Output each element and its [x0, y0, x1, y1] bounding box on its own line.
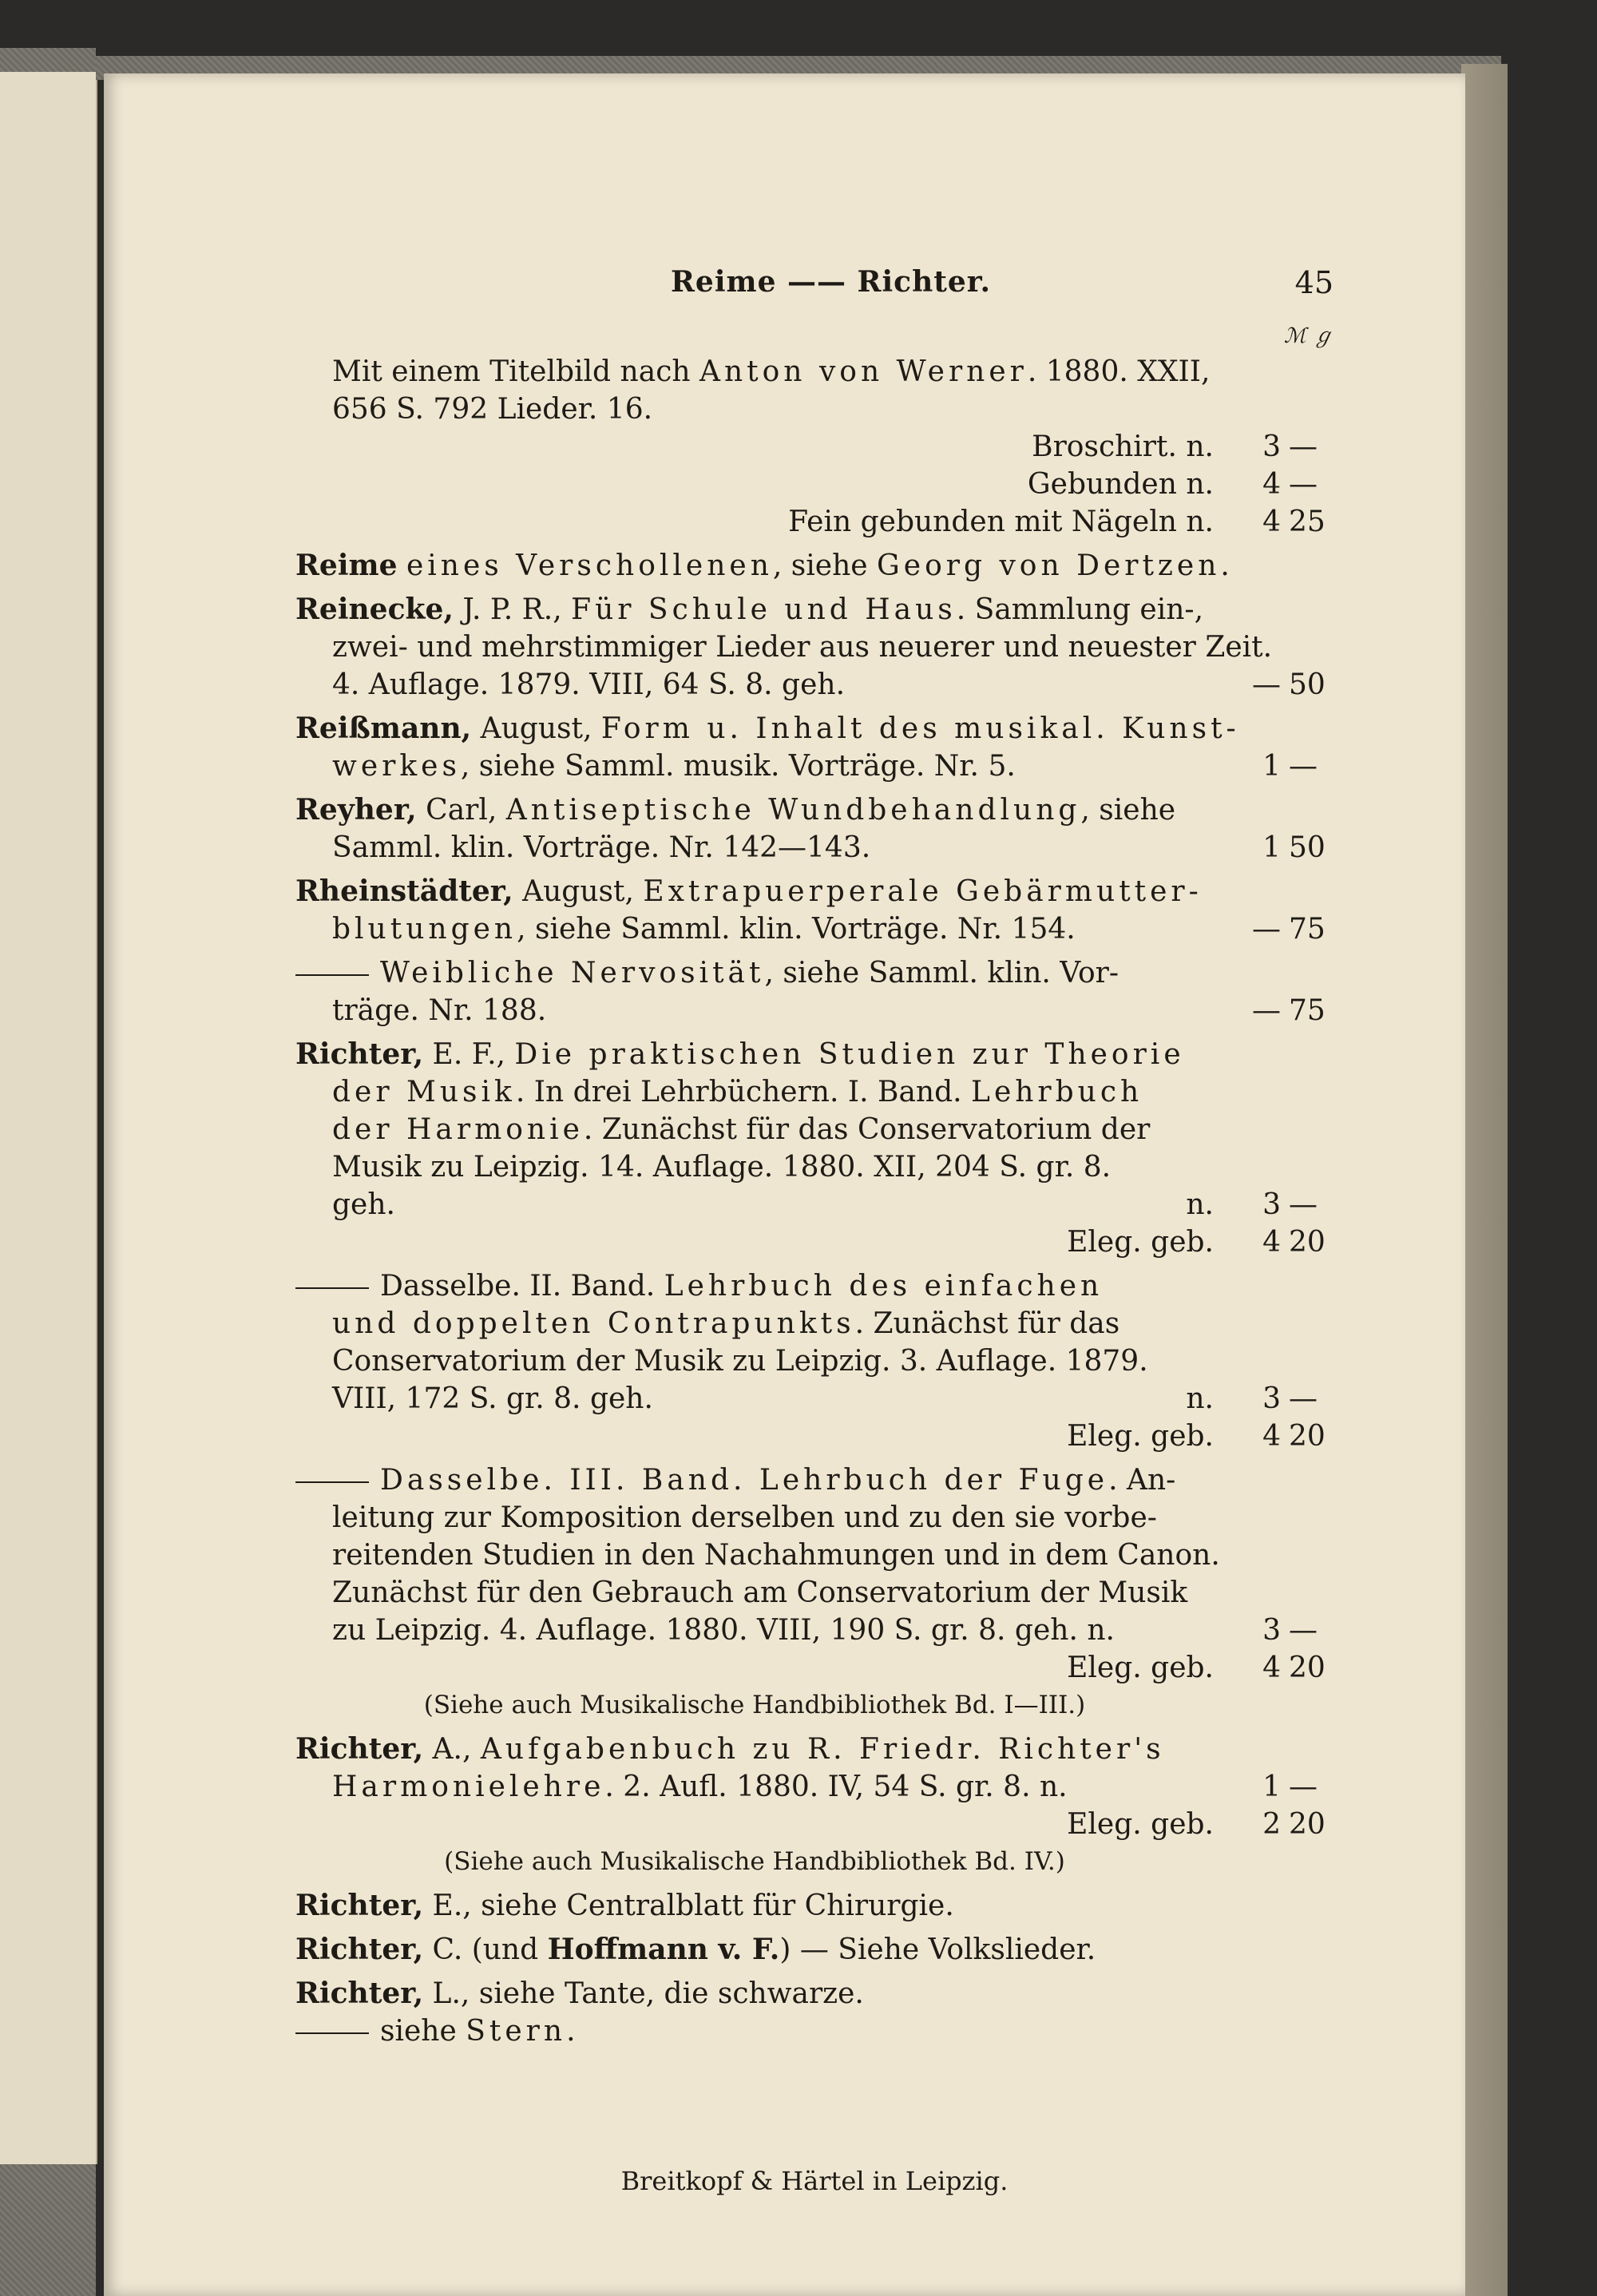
price-pfennig: 20	[1289, 1226, 1326, 1259]
price-mark: —	[1252, 994, 1281, 1027]
entry-text: Eleg. geb.	[1067, 1652, 1214, 1684]
catalog-entry	[295, 1975, 1333, 2050]
entry-line	[295, 466, 1333, 503]
entry-text: . In drei Lehrbüchern. I. Band.	[515, 1076, 972, 1108]
ditto-dash	[295, 2032, 369, 2034]
entry-text: siehe	[380, 2015, 466, 2048]
catalog-entry	[295, 873, 1333, 948]
running-header	[295, 265, 1333, 310]
entry-text: VIII, 172 S. gr. 8. geh.	[332, 1382, 653, 1415]
entry-line	[295, 1186, 1333, 1223]
entry-text: . 2. Aufl. 1880. IV, 54 S. gr. 8. n.	[604, 1771, 1068, 1803]
entry-text: . Sammlung ein-,	[956, 593, 1204, 626]
entry-line	[295, 591, 1333, 629]
entry-name: Richter,	[295, 1977, 424, 2010]
entry-text: L., siehe Tante, die schwarze.	[423, 1977, 864, 2010]
price	[1222, 666, 1333, 704]
entry-line	[295, 428, 1333, 466]
price	[1222, 992, 1333, 1029]
entry-text: .	[1220, 549, 1230, 582]
entry-text: August,	[471, 712, 601, 745]
entry-title: und doppelten Contrapunkts	[332, 1307, 855, 1340]
entry-line	[295, 1342, 1333, 1380]
entry-line	[295, 791, 1333, 829]
entry-text: 4. Auflage. 1879. VIII, 64 S. 8. geh.	[332, 668, 846, 701]
price-mark: 4	[1262, 506, 1281, 538]
entry-text: Zunächst für den Gebrauch am Conservatorium der Musik	[332, 1576, 1188, 1609]
entry-line	[295, 503, 1333, 541]
entry-text: , siehe Samml. klin. Vor-	[764, 957, 1119, 989]
publisher-footer: Breitkopf & Härtel in Leipzig.	[620, 2166, 1009, 2196]
entry-title: werkes	[332, 750, 461, 783]
entry-title: Antiseptische Wundbehandlung	[505, 794, 1081, 827]
entry-line	[295, 910, 1333, 948]
price	[1222, 428, 1333, 466]
catalog-entry	[295, 353, 1333, 541]
price-mark: 4	[1262, 1652, 1281, 1684]
entry-line	[295, 829, 1333, 866]
entry-text: Gebunden n.	[1027, 468, 1214, 501]
entry-line	[295, 353, 1333, 391]
entry-title: Form u. Inhalt des musikal. Kunst-	[600, 712, 1240, 745]
entry-name: Hoffmann v. F.	[547, 1933, 780, 1966]
entry-line	[295, 1380, 1333, 1418]
entry-text: Eleg. geb.	[1067, 1420, 1214, 1453]
entry-name: Reime	[295, 549, 398, 582]
price-pfennig: —	[1289, 468, 1318, 501]
price-mark: 3	[1262, 1188, 1281, 1221]
entry-text: (Siehe auch Musikalische Handbibliothek Bd. I—III.)	[423, 1691, 1086, 1719]
entry-text: ) — Siehe Volkslieder.	[779, 1933, 1096, 1966]
entry-text: Eleg. geb.	[1067, 1808, 1214, 1841]
entry-title: blutungen	[332, 913, 517, 946]
entry-line	[295, 1073, 1333, 1111]
previous-page-edge	[0, 72, 97, 2164]
entry-line	[295, 1461, 1333, 1499]
price-pfennig: 50	[1289, 668, 1326, 701]
entry-title: Die praktischen Studien zur Theorie	[514, 1038, 1185, 1071]
price-pfennig: —	[1289, 750, 1318, 783]
entry-text: Eleg. geb.	[1067, 1226, 1214, 1259]
entry-title: Lehrbuch des einfachen	[664, 1270, 1104, 1303]
catalog-entry	[295, 1731, 1333, 1881]
price-mark: —	[1252, 668, 1281, 701]
price	[1222, 1612, 1333, 1649]
entry-line	[295, 547, 1333, 585]
entry-text: E. F.,	[423, 1038, 515, 1071]
entry-line	[295, 1223, 1333, 1261]
entry-title: Für Schule und Haus	[571, 593, 957, 626]
price	[1222, 1223, 1333, 1261]
price-mark: 1	[1262, 750, 1281, 783]
price-pfennig: 75	[1289, 913, 1326, 946]
entry-text: . Zunächst für das	[854, 1307, 1120, 1340]
entry-text: Broschirt. n.	[1032, 430, 1214, 463]
entry-title: Lehrbuch der Fuge	[759, 1464, 1109, 1497]
entry-title: Harmonielehre	[332, 1771, 605, 1803]
price-mark: 4	[1262, 468, 1281, 501]
entry-title: eines Verschollenen	[406, 549, 773, 582]
price-pfennig: 20	[1289, 1652, 1326, 1684]
catalog-entry	[295, 954, 1333, 1029]
entry-name: Reißmann,	[295, 712, 472, 745]
entry-text: reitenden Studien in den Nachahmungen und in dem Canon.	[332, 1539, 1220, 1572]
entry-text: Mit einem Titelbild nach	[332, 355, 699, 388]
catalog-entry	[295, 791, 1333, 866]
entry-text: , siehe Samml. musik. Vorträge. Nr. 5.	[460, 750, 1016, 783]
entry-text: August,	[513, 875, 644, 908]
entry-name: Richter,	[295, 1732, 424, 1766]
entry-text: , siehe	[772, 549, 878, 582]
price	[1222, 466, 1333, 503]
price	[1222, 1649, 1333, 1687]
entry-line	[295, 1574, 1333, 1612]
price-mark: 3	[1262, 1382, 1281, 1415]
entry-title: Aufgabenbuch zu R. Friedr. Richter's	[480, 1733, 1165, 1766]
entry-line	[295, 1612, 1333, 1649]
entry-line	[295, 1843, 1333, 1881]
price	[1222, 1418, 1333, 1455]
entry-text: A.,	[423, 1733, 481, 1766]
entry-line	[295, 1731, 1333, 1768]
entry-line	[295, 1499, 1333, 1537]
running-title: Reime —— Richter.	[671, 265, 991, 299]
price-mark: 1	[1262, 1771, 1281, 1803]
catalog-entry	[295, 710, 1333, 785]
entry-line	[295, 1537, 1333, 1574]
catalog-entry	[295, 1887, 1333, 1925]
entry-text	[398, 549, 406, 582]
entry-line	[295, 1768, 1333, 1806]
entry-text: .	[566, 2015, 576, 2048]
entry-line	[295, 954, 1333, 992]
entry-line	[295, 1931, 1333, 1969]
entry-line	[295, 1975, 1333, 2012]
price-pfennig: 20	[1289, 1420, 1326, 1453]
catalog-entry	[295, 1461, 1333, 1724]
entry-text: Conservatorium der Musik zu Leipzig. 3. Auflage. 1879.	[332, 1345, 1148, 1378]
price-pfennig: —	[1289, 430, 1318, 463]
entry-text: 656 S. 792 Lieder. 16.	[332, 393, 653, 426]
entry-title: der Harmonie	[332, 1113, 584, 1146]
entry-text: , siehe Samml. klin. Vorträge. Nr. 154.	[517, 913, 1076, 946]
entry-line	[295, 1418, 1333, 1455]
price	[1222, 1186, 1333, 1223]
entry-line	[295, 710, 1333, 747]
catalog-entry	[295, 1036, 1333, 1261]
entry-line	[295, 1267, 1333, 1305]
entry-title: Anton von Werner	[699, 355, 1028, 388]
page-number: 45	[1294, 265, 1333, 300]
price-pfennig: —	[1289, 1188, 1318, 1221]
book-binding-right	[1461, 64, 1508, 2296]
entry-name: Richter,	[295, 1889, 424, 1922]
entry-name: Richter,	[295, 1933, 424, 1966]
entry-text: zu Leipzig. 4. Auflage. 1880. VIII, 190 S. gr. 8. geh. n.	[332, 1614, 1115, 1647]
entry-line	[295, 1111, 1333, 1148]
price-mark: —	[1252, 913, 1281, 946]
entry-line	[295, 2012, 1333, 2050]
entry-line	[295, 873, 1333, 910]
catalog-entry	[295, 1267, 1333, 1455]
price-pfennig: 50	[1289, 831, 1326, 864]
price	[1222, 1806, 1333, 1843]
entry-title: Lehrbuch	[971, 1076, 1143, 1108]
price-mark: 3	[1262, 1614, 1281, 1647]
entry-line	[295, 992, 1333, 1029]
price-mark: 2	[1262, 1808, 1281, 1841]
entry-title: Georg von Dertzen	[877, 549, 1221, 582]
price-pfennig: —	[1289, 1771, 1318, 1803]
catalog-entries	[295, 353, 1333, 2056]
price-pfennig: 75	[1289, 994, 1326, 1027]
entry-name: Reinecke,	[295, 593, 454, 626]
entry-line	[295, 1305, 1333, 1342]
entry-text: leitung zur Komposition derselben und zu den sie vorbe-	[332, 1501, 1157, 1534]
entry-line	[295, 1148, 1333, 1186]
entry-name: Richter,	[295, 1037, 424, 1071]
price	[1222, 747, 1333, 785]
price	[1222, 829, 1333, 866]
ditto-dash	[295, 1287, 369, 1289]
net-price-mark: n.	[1186, 1188, 1214, 1221]
catalog-entry	[295, 547, 1333, 585]
price	[1222, 1380, 1333, 1418]
price-mark: 4	[1262, 1420, 1281, 1453]
currency-heading: ℳ ℊ	[1283, 324, 1333, 348]
entry-text: Musik zu Leipzig. 14. Auflage. 1880. XII, 204 S. gr. 8.	[332, 1151, 1112, 1184]
entry-title: der Musik	[332, 1076, 516, 1108]
entry-line	[295, 666, 1333, 704]
entry-name: Rheinstädter,	[295, 874, 513, 908]
price-pfennig: —	[1289, 1614, 1318, 1647]
catalog-entry	[295, 1931, 1333, 1969]
entry-line	[295, 1036, 1333, 1073]
entry-text: . An-	[1108, 1464, 1176, 1497]
price	[1222, 1768, 1333, 1806]
catalog-entry	[295, 591, 1333, 704]
entry-text: Samml. klin. Vorträge. Nr. 142—143.	[332, 831, 871, 864]
entry-text: Fein gebunden mit Nägeln n.	[788, 506, 1214, 538]
entry-text: träge. Nr. 188.	[332, 994, 547, 1027]
entry-line	[295, 1887, 1333, 1925]
price	[1222, 503, 1333, 541]
entry-text: geh.	[332, 1188, 395, 1221]
entry-title: Stern	[466, 2015, 567, 2048]
entry-line	[295, 629, 1333, 666]
entry-line	[295, 747, 1333, 785]
price-pfennig: —	[1289, 1382, 1318, 1415]
entry-text: zwei- und mehrstimmiger Lieder aus neuerer und neuester Zeit.	[332, 631, 1273, 664]
entry-line	[295, 1687, 1333, 1724]
entry-text: C. (und	[423, 1933, 548, 1966]
net-price-mark: n.	[1186, 1382, 1214, 1415]
ditto-dash	[295, 974, 369, 976]
entry-text: . 1880. XXII,	[1027, 355, 1211, 388]
entry-line	[295, 1806, 1333, 1843]
entry-name: Reyher,	[295, 793, 417, 827]
entry-text: . Zunächst für das Conservatorium der	[583, 1113, 1151, 1146]
entry-line	[295, 391, 1333, 428]
price-mark: 3	[1262, 430, 1281, 463]
book-page	[104, 73, 1465, 2296]
price-pfennig: 20	[1289, 1808, 1326, 1841]
entry-text: Dasselbe. II. Band.	[380, 1270, 664, 1303]
entry-text: E., siehe Centralblatt für Chirurgie.	[423, 1890, 954, 1922]
entry-title: Weibliche Nervosität	[380, 957, 765, 989]
price-mark: 1	[1262, 831, 1281, 864]
entry-text: (Siehe auch Musikalische Handbibliothek Bd. IV.)	[444, 1847, 1065, 1876]
price-mark: 4	[1262, 1226, 1281, 1259]
entry-text: , siehe	[1080, 794, 1176, 827]
entry-line	[295, 1649, 1333, 1687]
entry-title: Dasselbe. III. Band.	[380, 1464, 759, 1497]
price-pfennig: 25	[1289, 506, 1326, 538]
price	[1222, 910, 1333, 948]
ditto-dash	[295, 1481, 369, 1483]
entry-text: J. P. R.,	[453, 593, 572, 626]
entry-title: Extrapuerperale Gebärmutter-	[643, 875, 1203, 908]
entry-text: Carl,	[416, 794, 506, 827]
